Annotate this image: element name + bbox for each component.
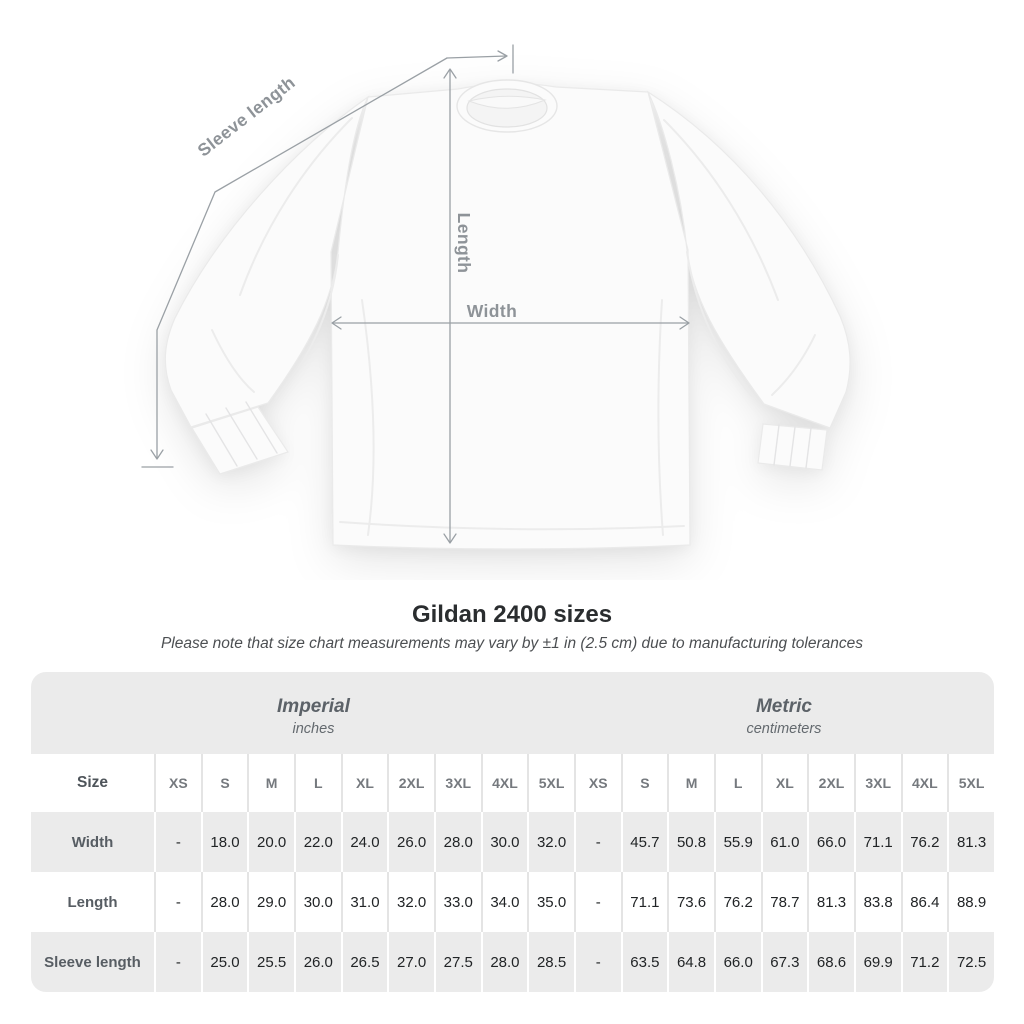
value-cell: 76.2 — [901, 812, 948, 872]
value-cell: 78.7 — [761, 872, 808, 932]
value-cell: 34.0 — [481, 872, 528, 932]
value-cell: - — [574, 932, 621, 992]
value-cell: 28.0 — [481, 932, 528, 992]
value-cell: 71.2 — [901, 932, 948, 992]
value-cell: 28.0 — [434, 812, 481, 872]
value-cell: 73.6 — [667, 872, 714, 932]
length-row — [31, 872, 994, 932]
row-label: Length — [31, 872, 154, 932]
value-cell: 18.0 — [201, 812, 248, 872]
value-cell: 28.0 — [201, 872, 248, 932]
width-row — [31, 812, 994, 872]
size-header: XL — [341, 754, 388, 812]
imperial-label: Imperial — [277, 696, 350, 717]
width-label: Width — [466, 301, 518, 321]
size-header: M — [247, 754, 294, 812]
value-cell: - — [154, 872, 201, 932]
size-header: 4XL — [481, 754, 528, 812]
value-cell: 32.0 — [527, 812, 574, 872]
size-header: 4XL — [901, 754, 948, 812]
page-title: Gildan 2400 sizes — [411, 601, 613, 628]
size-header: 2XL — [807, 754, 854, 812]
value-cell: 30.0 — [294, 872, 341, 932]
value-cell: 20.0 — [247, 812, 294, 872]
size-header: XS — [154, 754, 201, 812]
size-header: 5XL — [947, 754, 994, 812]
value-cell: 28.5 — [527, 932, 574, 992]
row-label: Width — [31, 812, 154, 872]
unit-header-row — [31, 672, 994, 754]
value-cell: 30.0 — [481, 812, 528, 872]
value-cell: 26.0 — [387, 812, 434, 872]
value-cell: 66.0 — [807, 812, 854, 872]
size-header: 3XL — [434, 754, 481, 812]
value-cell: 50.8 — [667, 812, 714, 872]
imperial-group-header — [31, 672, 574, 754]
value-cell: 33.0 — [434, 872, 481, 932]
value-cell: 45.7 — [621, 812, 668, 872]
value-cell: 88.9 — [947, 872, 994, 932]
size-header: L — [714, 754, 761, 812]
value-cell: 69.9 — [854, 932, 901, 992]
value-cell: 81.3 — [947, 812, 994, 872]
length-label: Length — [454, 212, 474, 274]
page-subtitle: Please note that size chart measurements may vary by ±1 in (2.5 cm) due to manufacturing tolerances — [160, 635, 864, 652]
size-header: M — [667, 754, 714, 812]
value-cell: 66.0 — [714, 932, 761, 992]
value-cell: 22.0 — [294, 812, 341, 872]
value-cell: 35.0 — [527, 872, 574, 932]
metric-sublabel: centimeters — [746, 721, 822, 737]
value-cell: 26.5 — [341, 932, 388, 992]
shirt-collar — [457, 80, 557, 132]
value-cell: - — [154, 812, 201, 872]
size-column-header: Size — [31, 754, 154, 812]
value-cell: 67.3 — [761, 932, 808, 992]
value-cell: 61.0 — [761, 812, 808, 872]
value-cell: 64.8 — [667, 932, 714, 992]
value-cell: - — [574, 872, 621, 932]
size-header: S — [621, 754, 668, 812]
value-cell: 26.0 — [294, 932, 341, 992]
row-label: Sleeve length — [31, 932, 154, 992]
value-cell: 25.5 — [247, 932, 294, 992]
value-cell: 27.5 — [434, 932, 481, 992]
size-header: 5XL — [527, 754, 574, 812]
metric-label: Metric — [755, 696, 812, 717]
metric-group-header — [574, 672, 994, 754]
value-cell: 71.1 — [854, 812, 901, 872]
size-chart — [31, 672, 994, 992]
value-cell: - — [574, 812, 621, 872]
value-cell: 24.0 — [341, 812, 388, 872]
value-cell: 86.4 — [901, 872, 948, 932]
value-cell: 81.3 — [807, 872, 854, 932]
size-table — [31, 672, 994, 992]
size-header-row — [31, 754, 994, 812]
value-cell: - — [154, 932, 201, 992]
value-cell: 63.5 — [621, 932, 668, 992]
sleeve-length-label: Sleeve length — [193, 72, 299, 161]
value-cell: 76.2 — [714, 872, 761, 932]
size-header: XS — [574, 754, 621, 812]
value-cell: 71.1 — [621, 872, 668, 932]
value-cell: 55.9 — [714, 812, 761, 872]
size-header: XL — [761, 754, 808, 812]
sleeve-length-row — [31, 932, 994, 992]
size-header: S — [201, 754, 248, 812]
value-cell: 27.0 — [387, 932, 434, 992]
value-cell: 31.0 — [341, 872, 388, 932]
value-cell: 83.8 — [854, 872, 901, 932]
size-header: 3XL — [854, 754, 901, 812]
imperial-sublabel: inches — [292, 721, 335, 737]
size-header: 2XL — [387, 754, 434, 812]
value-cell: 29.0 — [247, 872, 294, 932]
value-cell: 68.6 — [807, 932, 854, 992]
value-cell: 25.0 — [201, 932, 248, 992]
value-cell: 72.5 — [947, 932, 994, 992]
size-header: L — [294, 754, 341, 812]
value-cell: 32.0 — [387, 872, 434, 932]
